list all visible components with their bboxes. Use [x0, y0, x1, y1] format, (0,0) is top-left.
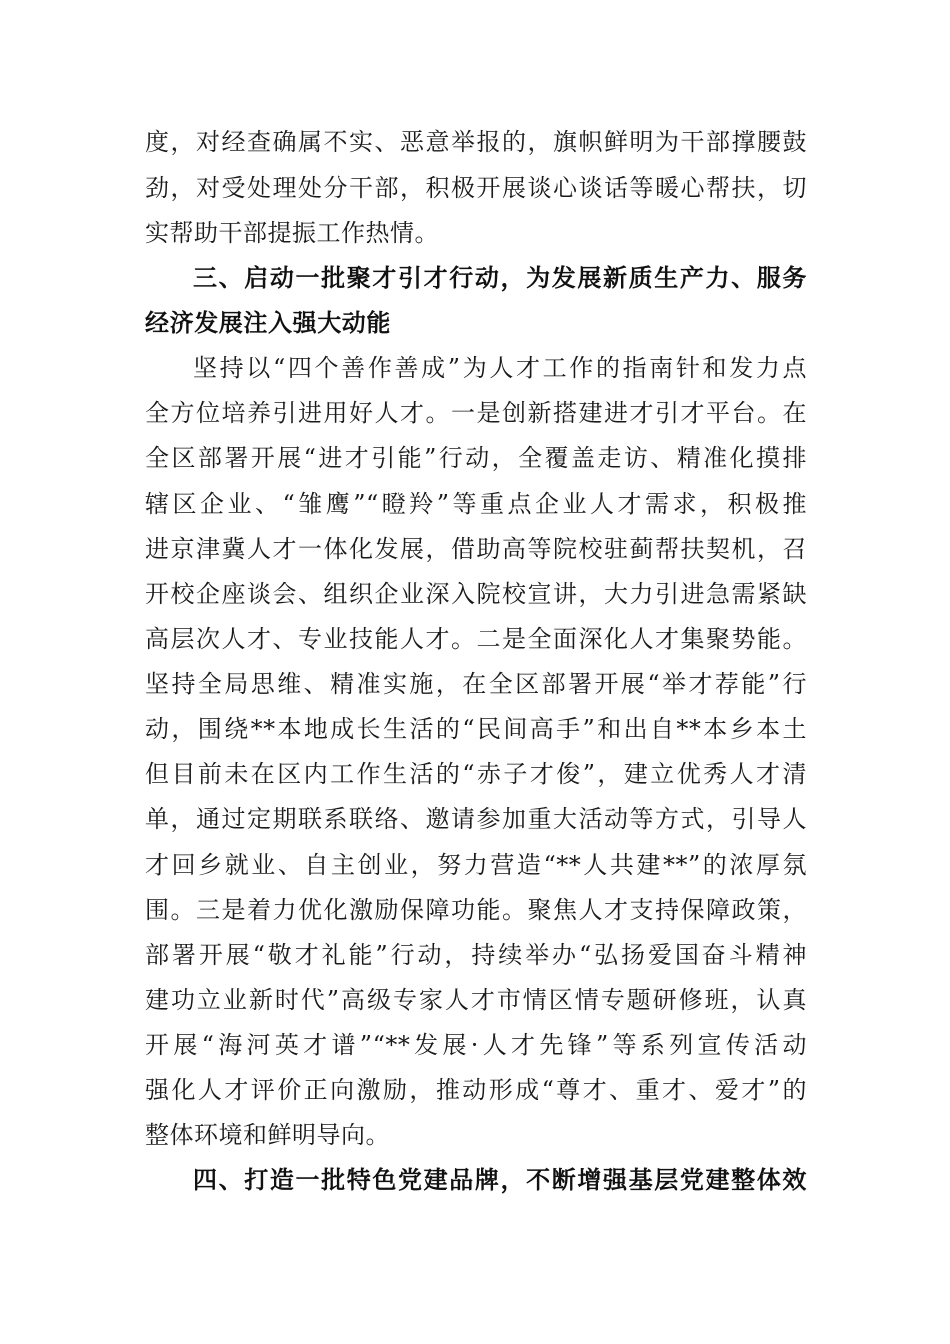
body-text-line: 整体环境和鲜明导向。: [145, 1121, 390, 1149]
body-text-line: 坚持以“四个善作善成”为人才工作的指南针和发力点: [193, 354, 807, 382]
body-text-line: 部署开展“敬才礼能”行动，持续举办“弘扬爱国奋斗精神: [145, 941, 807, 969]
body-text-line: 全方位培养引进用好人才。一是创新搭建进才引才平台。在: [145, 399, 807, 427]
body-text-line: 高层次人才、专业技能人才。二是全面深化人才集聚势能。: [145, 625, 807, 653]
body-text-line: 全区部署开展“进才引能”行动，全覆盖走访、精准化摸排: [145, 444, 807, 472]
body-text-line: 单，通过定期联系联络、邀请参加重大活动等方式，引导人: [145, 805, 807, 833]
section-heading-line: 经济发展注入强大动能: [145, 309, 391, 337]
body-text-line: 度，对经查确属不实、恶意举报的，旗帜鲜明为干部撑腰鼓: [145, 128, 807, 156]
body-text-line: 才回乡就业、自主创业，努力营造“**人共建**”的浓厚氛: [145, 851, 807, 879]
body-text-line: 进京津冀人才一体化发展，借助高等院校驻蓟帮扶契机，召: [145, 535, 807, 563]
body-text-line: 围。三是着力优化激励保障功能。聚焦人才支持保障政策，: [145, 896, 807, 924]
body-text-line: 建功立业新时代”高级专家人才市情区情专题研修班，认真: [145, 986, 807, 1014]
body-text-line: 开校企座谈会、组织企业深入院校宣讲，大力引进急需紧缺: [145, 580, 807, 608]
body-text-line: 坚持全局思维、精准实施，在全区部署开展“举才荐能”行: [145, 670, 807, 698]
body-text-line: 辖区企业、“雏鹰”“瞪羚”等重点企业人才需求，积极推: [145, 490, 807, 518]
body-text-line: 开展“海河英才谱”“**发展·人才先锋”等系列宣传活动: [145, 1031, 807, 1059]
section-heading-line: 三、启动一批聚才引才行动，为发展新质生产力、服务: [193, 264, 807, 292]
body-text-line: 动，围绕**本地成长生活的“民间高手”和出自**本乡本土: [145, 715, 807, 743]
body-text-line: 但目前未在区内工作生活的“赤子才俊”，建立优秀人才清: [145, 760, 807, 788]
body-text-line: 实帮助干部提振工作热情。: [145, 219, 439, 247]
body-text-line: 强化人才评价正向激励，推动形成“尊才、重才、爱才”的: [145, 1076, 807, 1104]
body-text-line: 劲，对受处理处分干部，积极开展谈心谈话等暖心帮扶，切: [145, 174, 807, 202]
section-heading-line: 四、打造一批特色党建品牌，不断增强基层党建整体效: [193, 1166, 807, 1194]
